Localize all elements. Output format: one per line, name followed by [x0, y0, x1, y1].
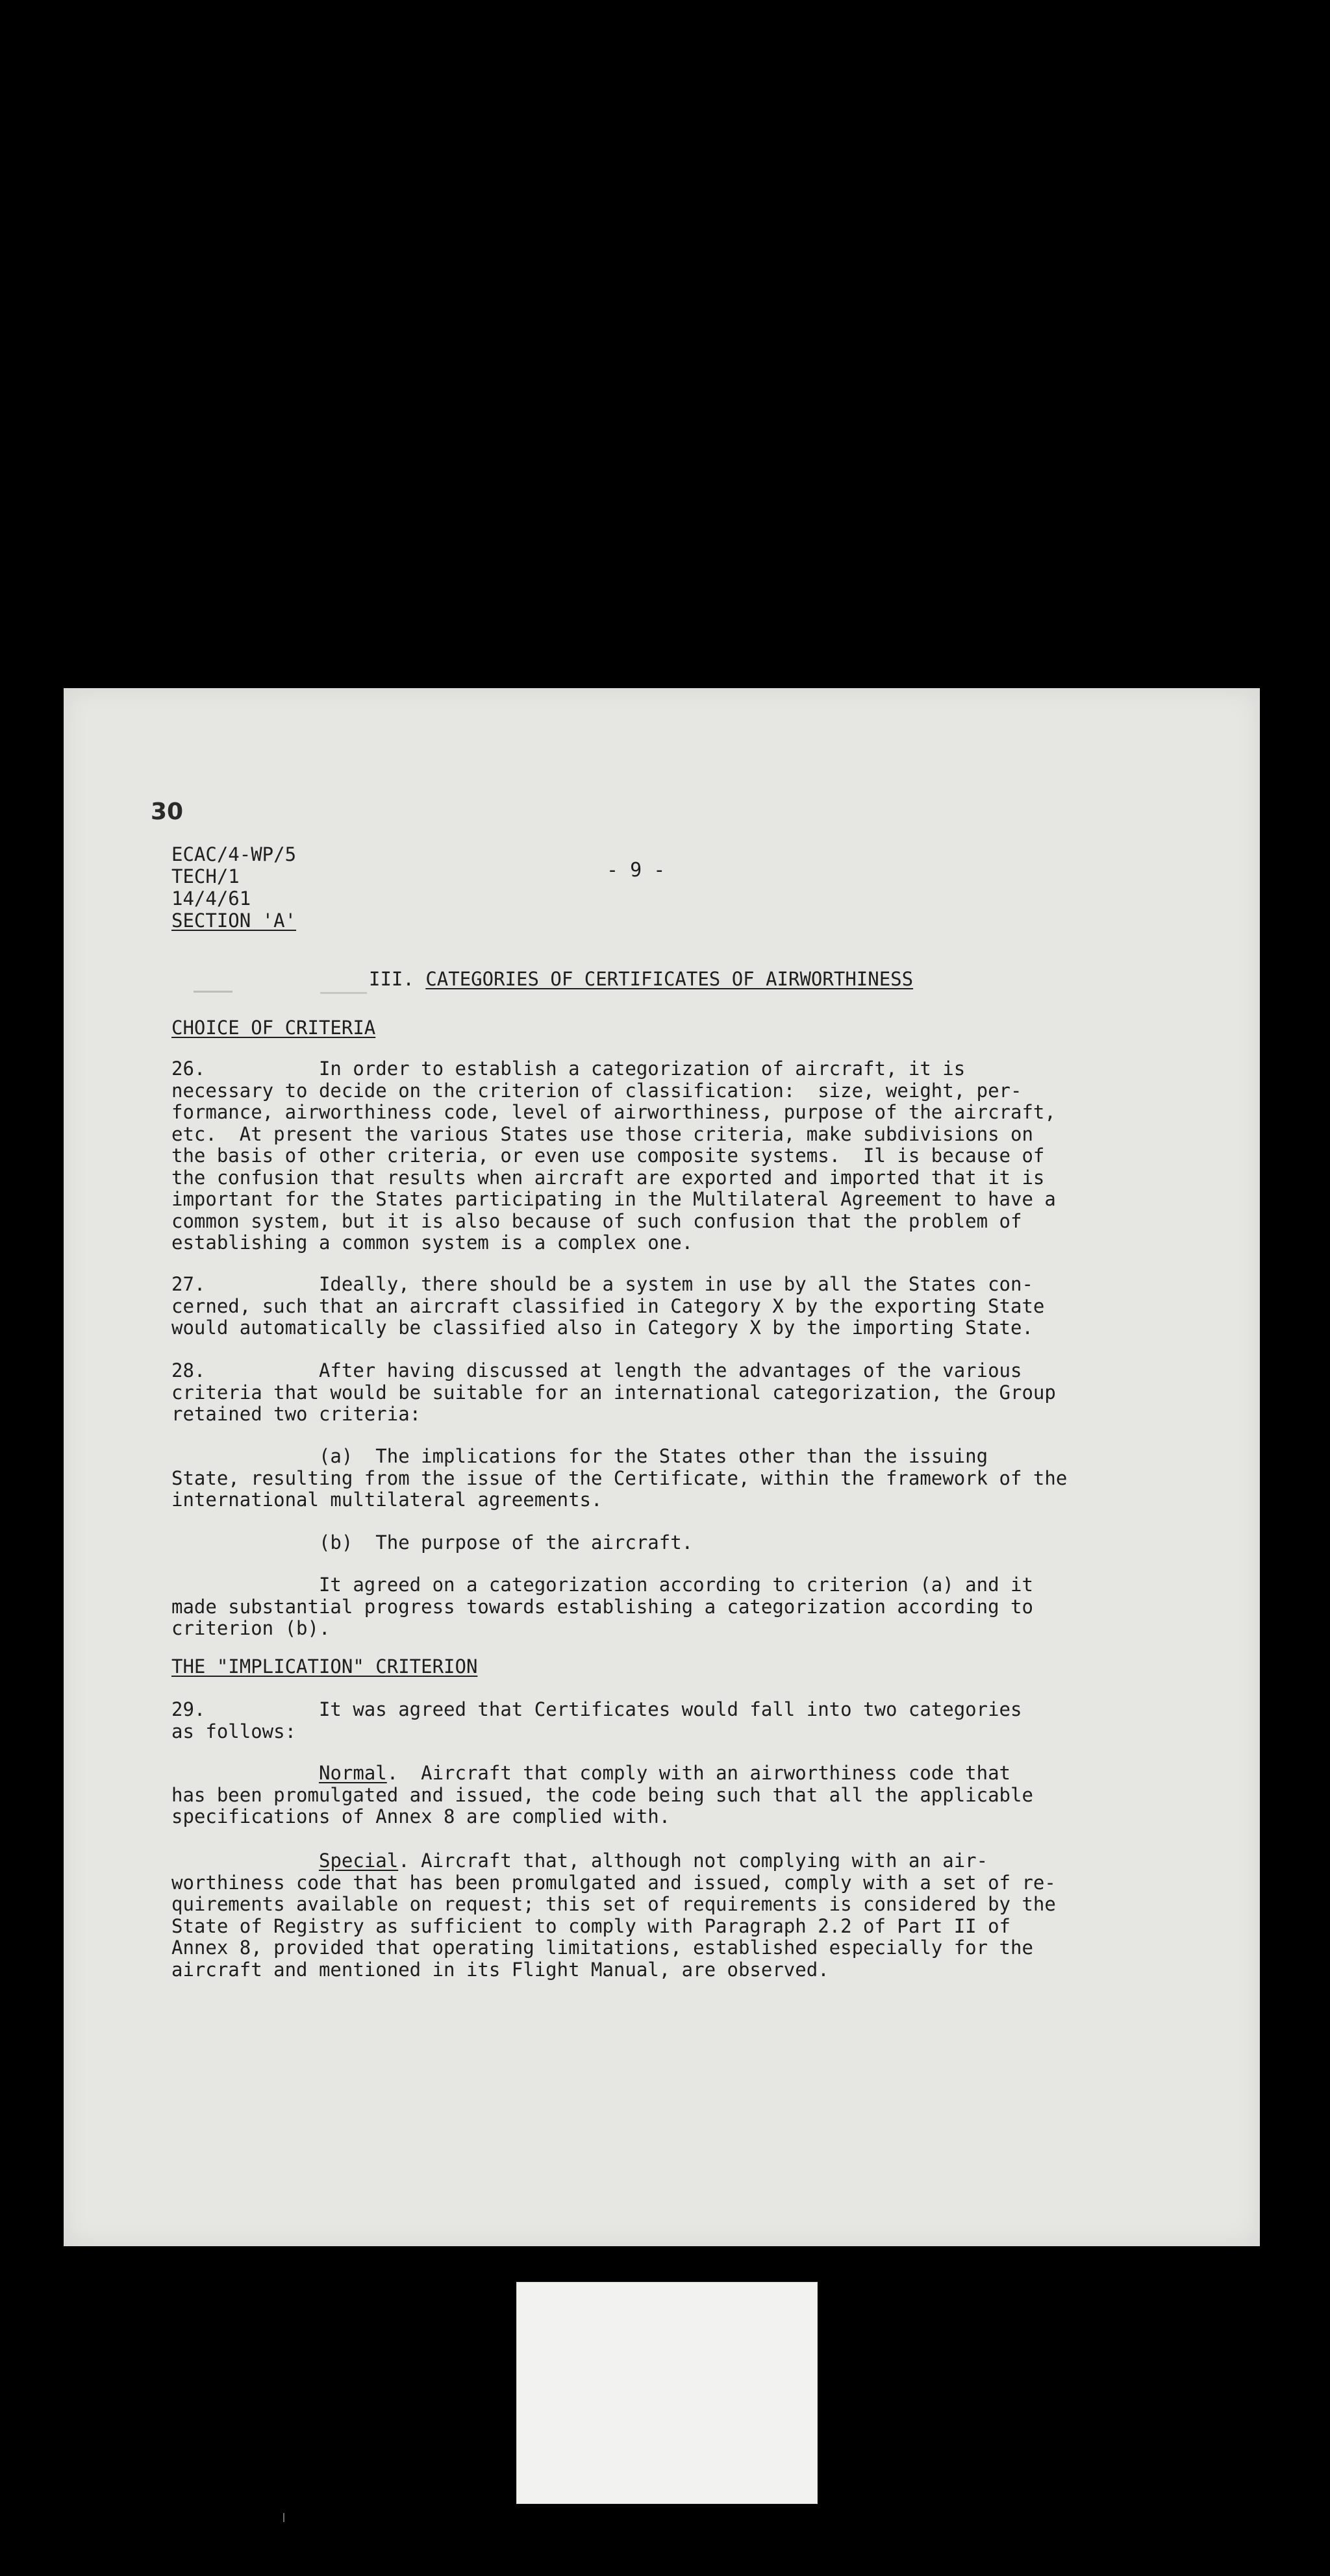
- reference-section: SECTION 'A': [171, 910, 297, 932]
- paragraph-28-continued: It agreed on a categorization according to criterion (a) and it made substantial progress towards establishing a categorization according to criterion (b).: [171, 1574, 1033, 1639]
- category-normal-text: has been promulgated and issued, the code being such that all the applicable specifications of Annex 8 are complied with.: [171, 1783, 1033, 1827]
- criterion-a: (a) The implications for the States other than the issuing State, resulting from the issue of the Certificate, within the framework of the international multilateral agreements.: [171, 1445, 1068, 1511]
- category-normal-label: Normal: [318, 1762, 387, 1784]
- document-reference-block: [171, 843, 296, 932]
- paragraph-26: 26. In order to establish a categorization of aircraft, it is necessary to decide on the criterion of classification: size, weight, per- formance, airworthiness code, level of airworthiness, purpose of the aircraft, etc. At present the various States use those criteria, make subdivisions on the basis of other criteria, or even use composite systems. Il is because of the confusion that results when aircraft are exported and imported that it is important for the States participating in the Multilateral Agreement to have a common system, but it is also because of such confusion that the problem of establishing a common system is a complex one.: [171, 1058, 1056, 1254]
- microfilm-frame-number: 30: [151, 799, 184, 825]
- category-normal-text-first: . Aircraft that comply with an airworthiness code that: [386, 1762, 1011, 1784]
- reference-tech: TECH/1: [171, 865, 240, 887]
- heading-title: CATEGORIES OF CERTIFICATES OF AIRWORTHINESS: [425, 968, 914, 990]
- category-special-label: Special: [318, 1850, 399, 1872]
- blank-target-card: [516, 2282, 818, 2504]
- paragraph-29: 29. It was agreed that Certificates would fall into two categories as follows:: [171, 1698, 1022, 1742]
- scanned-document-page: [64, 688, 1260, 2246]
- category-normal: [171, 1763, 1100, 1828]
- section-title-implication-criterion: THE "IMPLICATION" CRITERION: [171, 1655, 478, 1678]
- reference-code: ECAC/4-WP/5: [171, 843, 297, 865]
- category-special-text: worthiness code that has been promulgated and issued, comply with a set of re- quirements available on request; this set of requirements is considered by the State of Registry as sufficient to comply with Paragraph 2.2 of Part II of Annex 8, provided that operating limitations, established especially for the aircraft and mentioned in its Flight Manual, are observed.: [171, 1871, 1056, 1981]
- category-special: [171, 1850, 1100, 1981]
- film-speck: [283, 2513, 284, 2522]
- chapter-heading: [369, 969, 913, 990]
- category-special-text-first: . Aircraft that, although not complying with an air-: [398, 1850, 988, 1872]
- scan-mark: [320, 992, 367, 994]
- section-title-choice-of-criteria: CHOICE OF CRITERIA: [171, 1017, 376, 1039]
- paragraph-27: 27. Ideally, there should be a system in use by all the States con- cerned, such that an aircraft classified in Category X by the exporting State would automatically be classified also in Category X by the importing State.: [171, 1273, 1045, 1339]
- paragraph-28: 28. After having discussed at length the advantages of the various criteria that would be suitable for an international categorization, the Group retained two criteria:: [171, 1359, 1056, 1425]
- criterion-b: (b) The purpose of the aircraft.: [171, 1531, 694, 1554]
- scan-mark: [194, 991, 232, 993]
- page-number: - 9 -: [607, 859, 666, 882]
- heading-prefix: III.: [369, 968, 426, 990]
- reference-date: 14/4/61: [171, 887, 251, 910]
